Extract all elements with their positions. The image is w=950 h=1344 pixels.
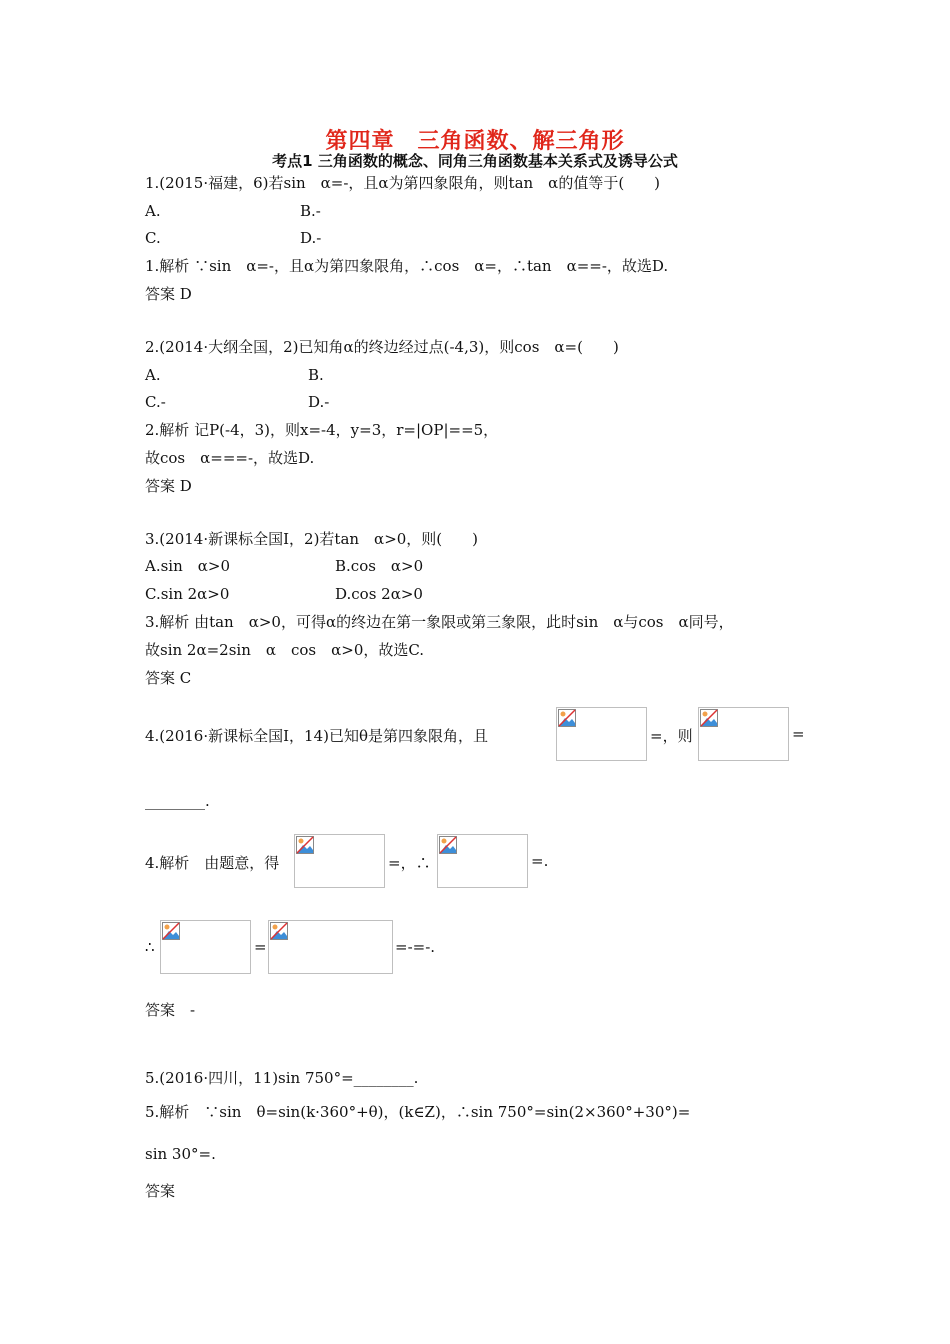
formula-image: [268, 920, 393, 974]
q4-blank: ________.: [145, 792, 210, 810]
q4-stem-part2: =，则: [650, 727, 693, 745]
q3-option-d: D.cos 2α>0: [335, 585, 423, 603]
broken-image-icon: [296, 836, 314, 854]
q5-solution-line2: sin 30°=.: [145, 1145, 216, 1163]
topic-title: 考点1 三角函数的概念、同角三角函数基本关系式及诱导公式: [272, 152, 678, 170]
chapter-title: 第四章 三角函数、解三角形: [325, 129, 625, 154]
q3-stem: 3.(2014·新课标全国Ⅰ，2)若tan α>0，则( ): [145, 530, 479, 548]
q3-option-b: B.cos α>0: [335, 557, 424, 575]
broken-image-icon: [162, 922, 180, 940]
q3-option-a: A.sin α>0: [145, 557, 230, 575]
q2-option-c: C.-: [145, 393, 166, 411]
q2-solution-line1: 2.解析 记P(-4，3)，则x=-4，y=3，r=|OP|==5，: [145, 421, 499, 439]
q4-solution2-part2: =: [254, 938, 267, 956]
q2-option-d: D.-: [308, 393, 330, 411]
q3-solution-line1: 3.解析 由tan α>0，可得α的终边在第一象限或第三象限，此时sin α与cos α同号，: [145, 613, 734, 631]
q4-answer: 答案 -: [145, 1001, 196, 1019]
q2-stem: 2.(2014·大纲全国，2)已知角α的终边经过点(-4,3)，则cos α=( ): [145, 338, 619, 356]
q1-option-d: D.-: [300, 229, 322, 247]
q5-solution-line1: 5.解析 ∵sin θ=sin(k·360°+θ)，(k∈Z)，∴sin 750°=sin(2×360°+30°)=: [145, 1103, 691, 1121]
formula-image: [556, 707, 647, 761]
q4-solution-part1: 4.解析 由题意，得: [145, 854, 280, 872]
q2-option-a: A.: [145, 366, 161, 384]
formula-image: [294, 834, 385, 888]
formula-image: [698, 707, 789, 761]
q4-solution2-part3: =-=-.: [395, 938, 436, 956]
q3-option-c: C.sin 2α>0: [145, 585, 230, 603]
q5-stem: 5.(2016·四川，11)sin 750°=________.: [145, 1069, 419, 1087]
q4-stem-part3: =: [792, 725, 805, 743]
q1-solution: 1.解析 ∵sin α=-，且α为第四象限角，∴cos α=，∴tan α==-，故选D.: [145, 257, 669, 275]
broken-image-icon: [700, 709, 718, 727]
q4-solution2-part1: ∴: [145, 938, 155, 956]
formula-image: [437, 834, 528, 888]
q1-answer: 答案 D: [145, 285, 192, 303]
q1-option-b: B.-: [300, 202, 321, 220]
broken-image-icon: [439, 836, 457, 854]
q4-stem-part1: 4.(2016·新课标全国Ⅰ，14)已知θ是第四象限角，且: [145, 727, 489, 745]
q2-solution-line2: 故cos α===-，故选D.: [145, 449, 315, 467]
q1-option-c: C.: [145, 229, 161, 247]
q3-answer: 答案 C: [145, 669, 192, 687]
broken-image-icon: [558, 709, 576, 727]
q1-option-a: A.: [145, 202, 161, 220]
q5-answer: 答案: [145, 1182, 176, 1200]
q4-solution-part3: =.: [531, 852, 549, 870]
q3-solution-line2: 故sin 2α=2sin α cos α>0，故选C.: [145, 641, 425, 659]
q1-stem: 1.(2015·福建，6)若sin α=-，且α为第四象限角，则tan α的值等于( ): [145, 174, 661, 192]
q4-solution-part2: =，∴: [388, 854, 431, 872]
broken-image-icon: [270, 922, 288, 940]
q2-answer: 答案 D: [145, 477, 192, 495]
q2-option-b: B.: [308, 366, 324, 384]
formula-image: [160, 920, 251, 974]
